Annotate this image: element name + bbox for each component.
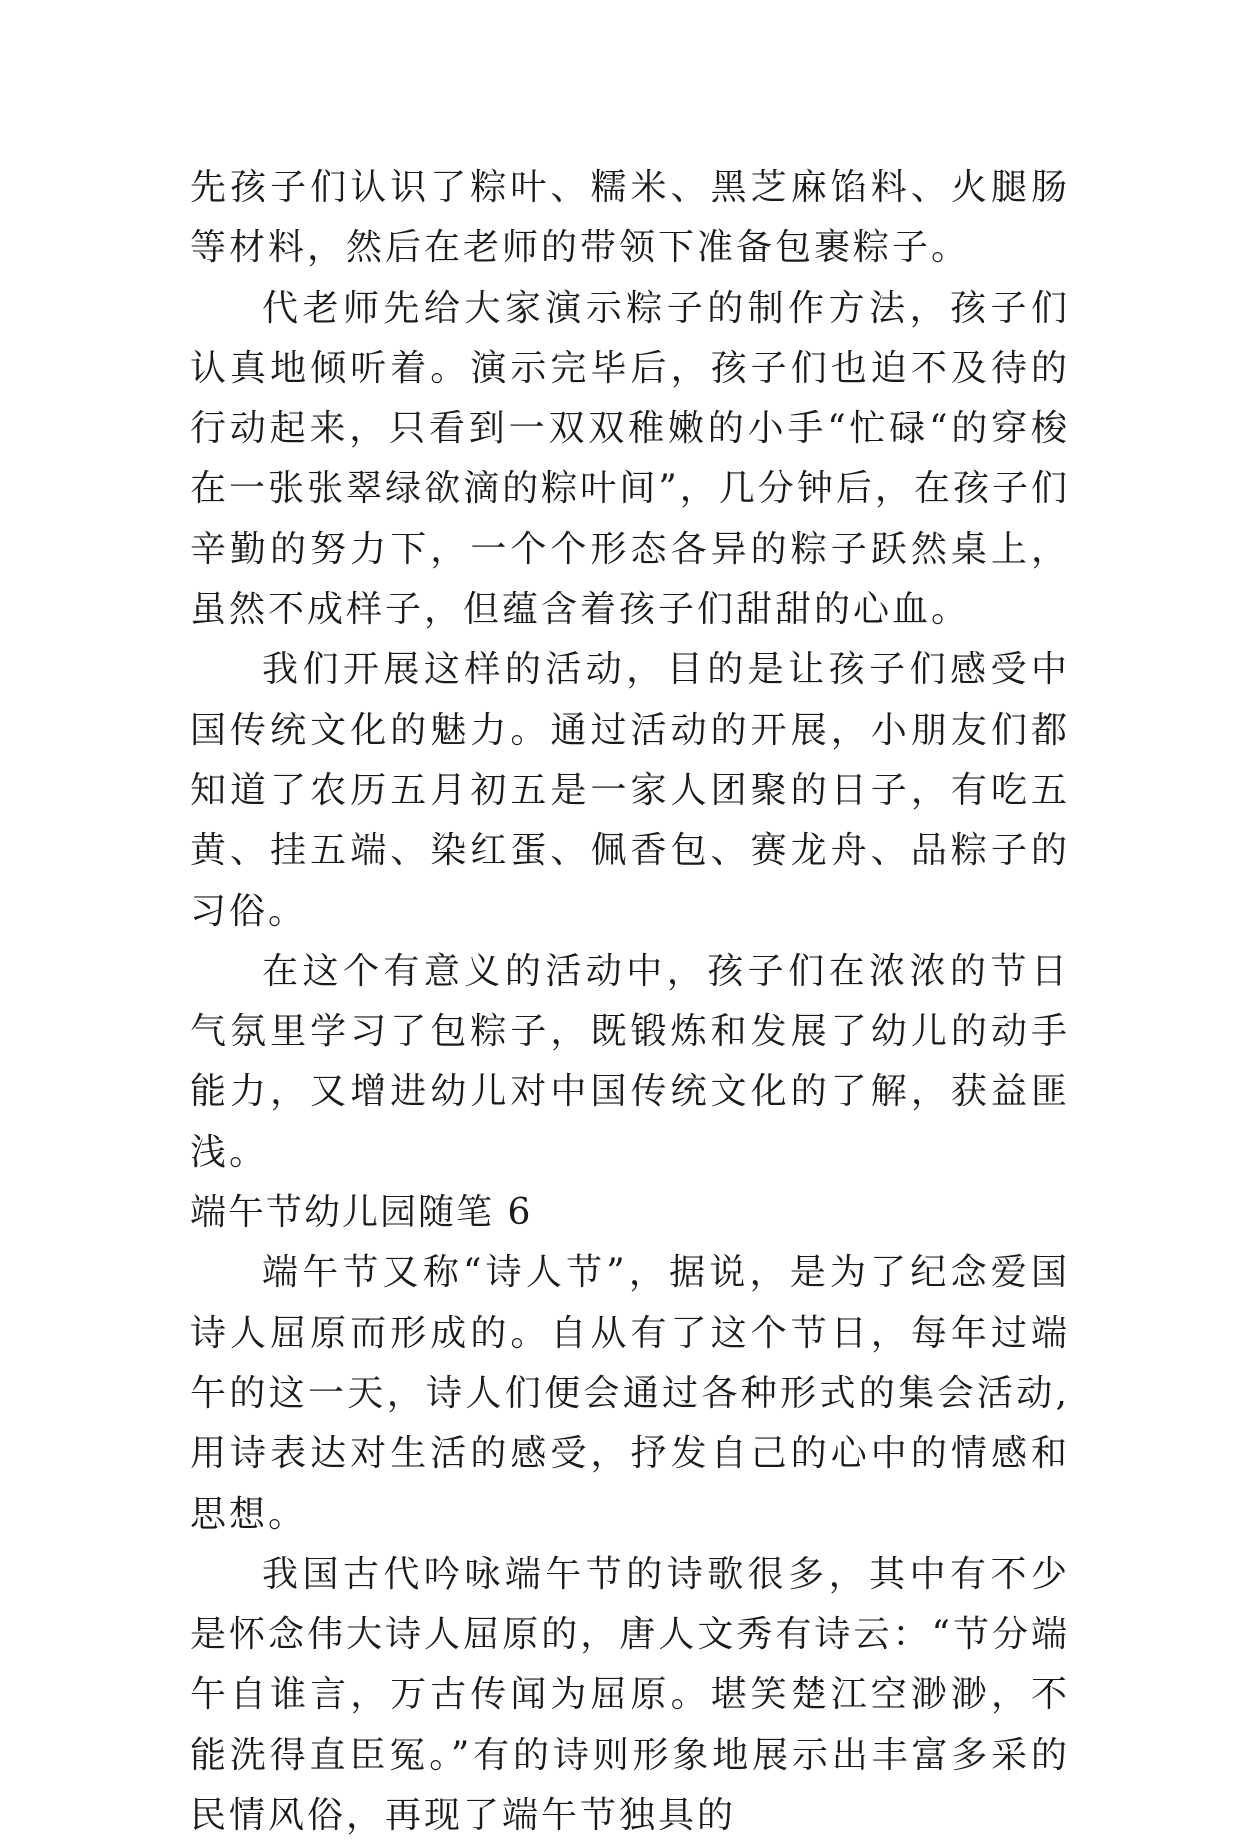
document-body: [190, 158, 1070, 1846]
section-heading: 端午节幼儿园随笔 6: [190, 1192, 533, 1234]
paragraph-demonstration: 代老师先给大家演示粽子的制作方法，孩子们认真地倾听着。演示完毕后，孩子们也迫不及待的行动起来，只看到一双双稚嫩的小手“忙碌“的穿梭在一张张翠绿欲滴的粽叶间”，几分钟后，在孩子们辛勤的努力下，一个个形态各异的粽子跃然桌上，虽然不成样子，但蕴含着孩子们甜甜的心血。: [190, 287, 1070, 631]
paragraph-poets-festival: 端午节又称“诗人节”，据说，是为了纪念爱国诗人屈原而形成的。自从有了这个节日，每年过端午的这一天，诗人们便会通过各种形式的集会活动,用诗表达对生活的感受，抒发自己的心中的情感和思想。: [190, 1252, 1070, 1535]
paragraph-purpose: 我们开展这样的活动，目的是让孩子们感受中国传统文化的魅力。通过活动的开展，小朋友们都知道了农历五月初五是一家人团聚的日子，有吃五黄、挂五端、染红蛋、佩香包、赛龙舟、品粽子的习俗。: [190, 649, 1070, 932]
paragraph-ancient-poems: 我国古代吟咏端午节的诗歌很多，其中有不少是怀念伟大诗人屈原的，唐人文秀有诗云：“节分端午自谁言，万古传闻为屈原。堪笑楚江空渺渺，不能洗得直臣冤。”有的诗则形象地展示出丰富多采的民情风俗，再现了端午节独具的: [190, 1553, 1070, 1837]
paragraph-continued: 先孩子们认识了粽叶、糯米、黑芝麻馅料、火腿肠等材料，然后在老师的带领下准备包裹粽子。: [190, 167, 1070, 269]
paragraph-conclusion: 在这个有意义的活动中，孩子们在浓浓的节日气氛里学习了包粽子，既锻炼和发展了幼儿的动手能力，又增进幼儿对中国传统文化的了解，获益匪浅。: [190, 950, 1070, 1173]
